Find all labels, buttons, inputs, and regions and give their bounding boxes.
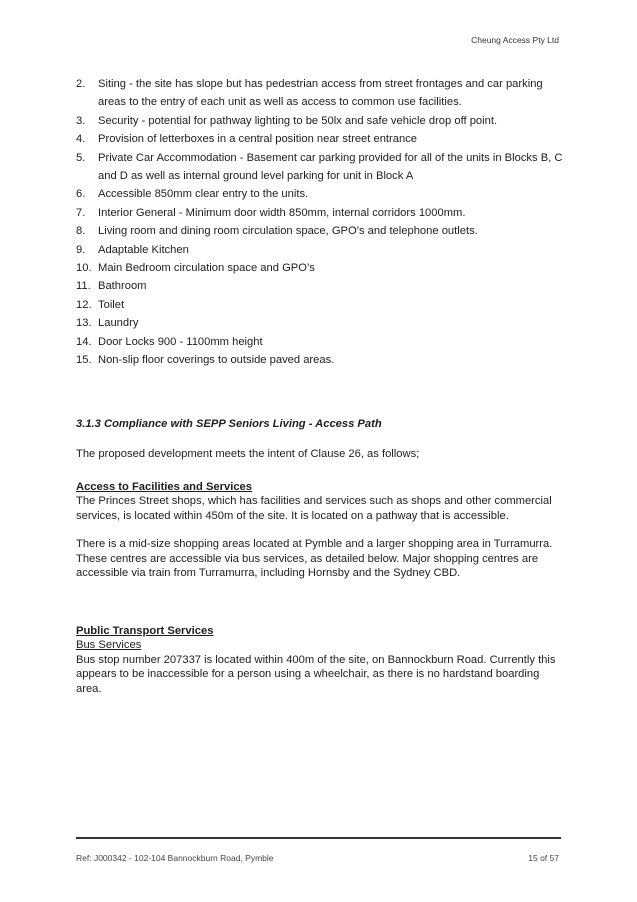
- requirements-list: [76, 75, 566, 370]
- list-item-number: 4.: [76, 133, 86, 146]
- bus-services-heading: Bus Services: [76, 639, 142, 652]
- list-item-text: Non-slip floor coverings to outside paved areas.: [98, 354, 335, 367]
- list-item-number: 13.: [76, 317, 92, 330]
- list-item-text: Provision of letterboxes in a central position near street entrance: [98, 133, 418, 146]
- list-item-text: Private Car Accommodation - Basement car parking provided for all of the units in Blocks B, C and D as well as internal ground level parking for unit in Block A: [98, 151, 563, 183]
- list-item: [76, 259, 566, 277]
- list-item: [76, 75, 566, 112]
- bus-services-paragraph: Bus stop number 207337 is located within 400m of the site, on Bannockburn Road. Currently this appears to be inaccessible for a person using a wheelchair, as there is no hardstand boarding area.: [76, 653, 556, 695]
- list-item-number: 12.: [76, 298, 92, 311]
- list-item: [76, 296, 566, 314]
- list-item-text: Bathroom: [98, 280, 147, 293]
- list-item-text: Toilet: [98, 298, 125, 311]
- list-item-number: 15.: [76, 354, 92, 367]
- list-item-number: 9.: [76, 243, 86, 256]
- list-item-text: Door Locks 900 - 1100mm height: [98, 335, 263, 348]
- list-item: [76, 333, 566, 351]
- list-item: [76, 222, 566, 240]
- list-item: [76, 112, 566, 130]
- public-transport-heading: Public Transport Services: [76, 625, 214, 637]
- list-item-text: Main Bedroom circulation space and GPO’s: [98, 262, 315, 275]
- list-item-number: 5.: [76, 151, 86, 164]
- list-item-number: 7.: [76, 206, 86, 219]
- access-facilities-paragraph-2: There is a mid-size shopping areas located at Pymble and a larger shopping area in Turramurra. These centres are accessible via bus services, as detailed below. Major shopping centres are accessible via train from Turramurra, including Hornsby and the Sydney CBD.: [76, 538, 553, 580]
- footer-divider: [76, 837, 561, 839]
- header-company-name: Cheung Access Pty Ltd: [471, 35, 559, 45]
- list-item: [76, 314, 566, 332]
- list-item-number: 3.: [76, 114, 86, 127]
- access-facilities-section: [76, 480, 566, 580]
- list-item-text: Adaptable Kitchen: [98, 243, 189, 256]
- list-item-text: Security - potential for pathway lighting to be 50lx and safe vehicle drop off point.: [98, 114, 498, 127]
- list-item: [76, 277, 566, 295]
- public-transport-section: [76, 624, 566, 696]
- list-item: [76, 185, 566, 203]
- access-facilities-heading: Access to Facilities and Services: [76, 481, 252, 493]
- list-item: [76, 204, 566, 222]
- list-item-text: Living room and dining room circulation space, GPO’s and telephone outlets.: [98, 225, 478, 238]
- list-item-number: 2.: [76, 78, 86, 90]
- list-item-text: Accessible 850mm clear entry to the units.: [98, 188, 309, 201]
- list-item-text: Laundry: [98, 317, 139, 330]
- section-intro: The proposed development meets the intent of Clause 26, as follows;: [76, 448, 420, 460]
- list-item-number: 11.: [76, 280, 91, 293]
- list-item-text: Interior General - Minimum door width 850mm, internal corridors 1000mm.: [98, 206, 466, 219]
- list-item: [76, 241, 566, 259]
- page-number: 15 of 57: [528, 853, 559, 863]
- list-item-text: Siting - the site has slope but has pedestrian access from street frontages and car parking areas to the entry of each unit as well as access to common use facilities.: [98, 78, 543, 109]
- list-item-number: 8.: [76, 225, 86, 238]
- footer-reference: Ref: J000342 - 102-104 Bannockburn Road, Pymble: [76, 853, 274, 863]
- list-item: [76, 351, 566, 369]
- list-item-number: 6.: [76, 188, 86, 201]
- list-item-number: 14.: [76, 335, 92, 348]
- list-item: [76, 149, 566, 186]
- list-item: [76, 130, 566, 148]
- section-heading: 3.1.3 Compliance with SEPP Seniors Living - Access Path: [76, 418, 382, 430]
- list-item-number: 10.: [76, 262, 92, 275]
- access-facilities-paragraph-1: The Princes Street shops, which has facilities and services such as shops and other commercial services, is located within 450m of the site. It is located on a pathway that is accessible.: [76, 495, 552, 522]
